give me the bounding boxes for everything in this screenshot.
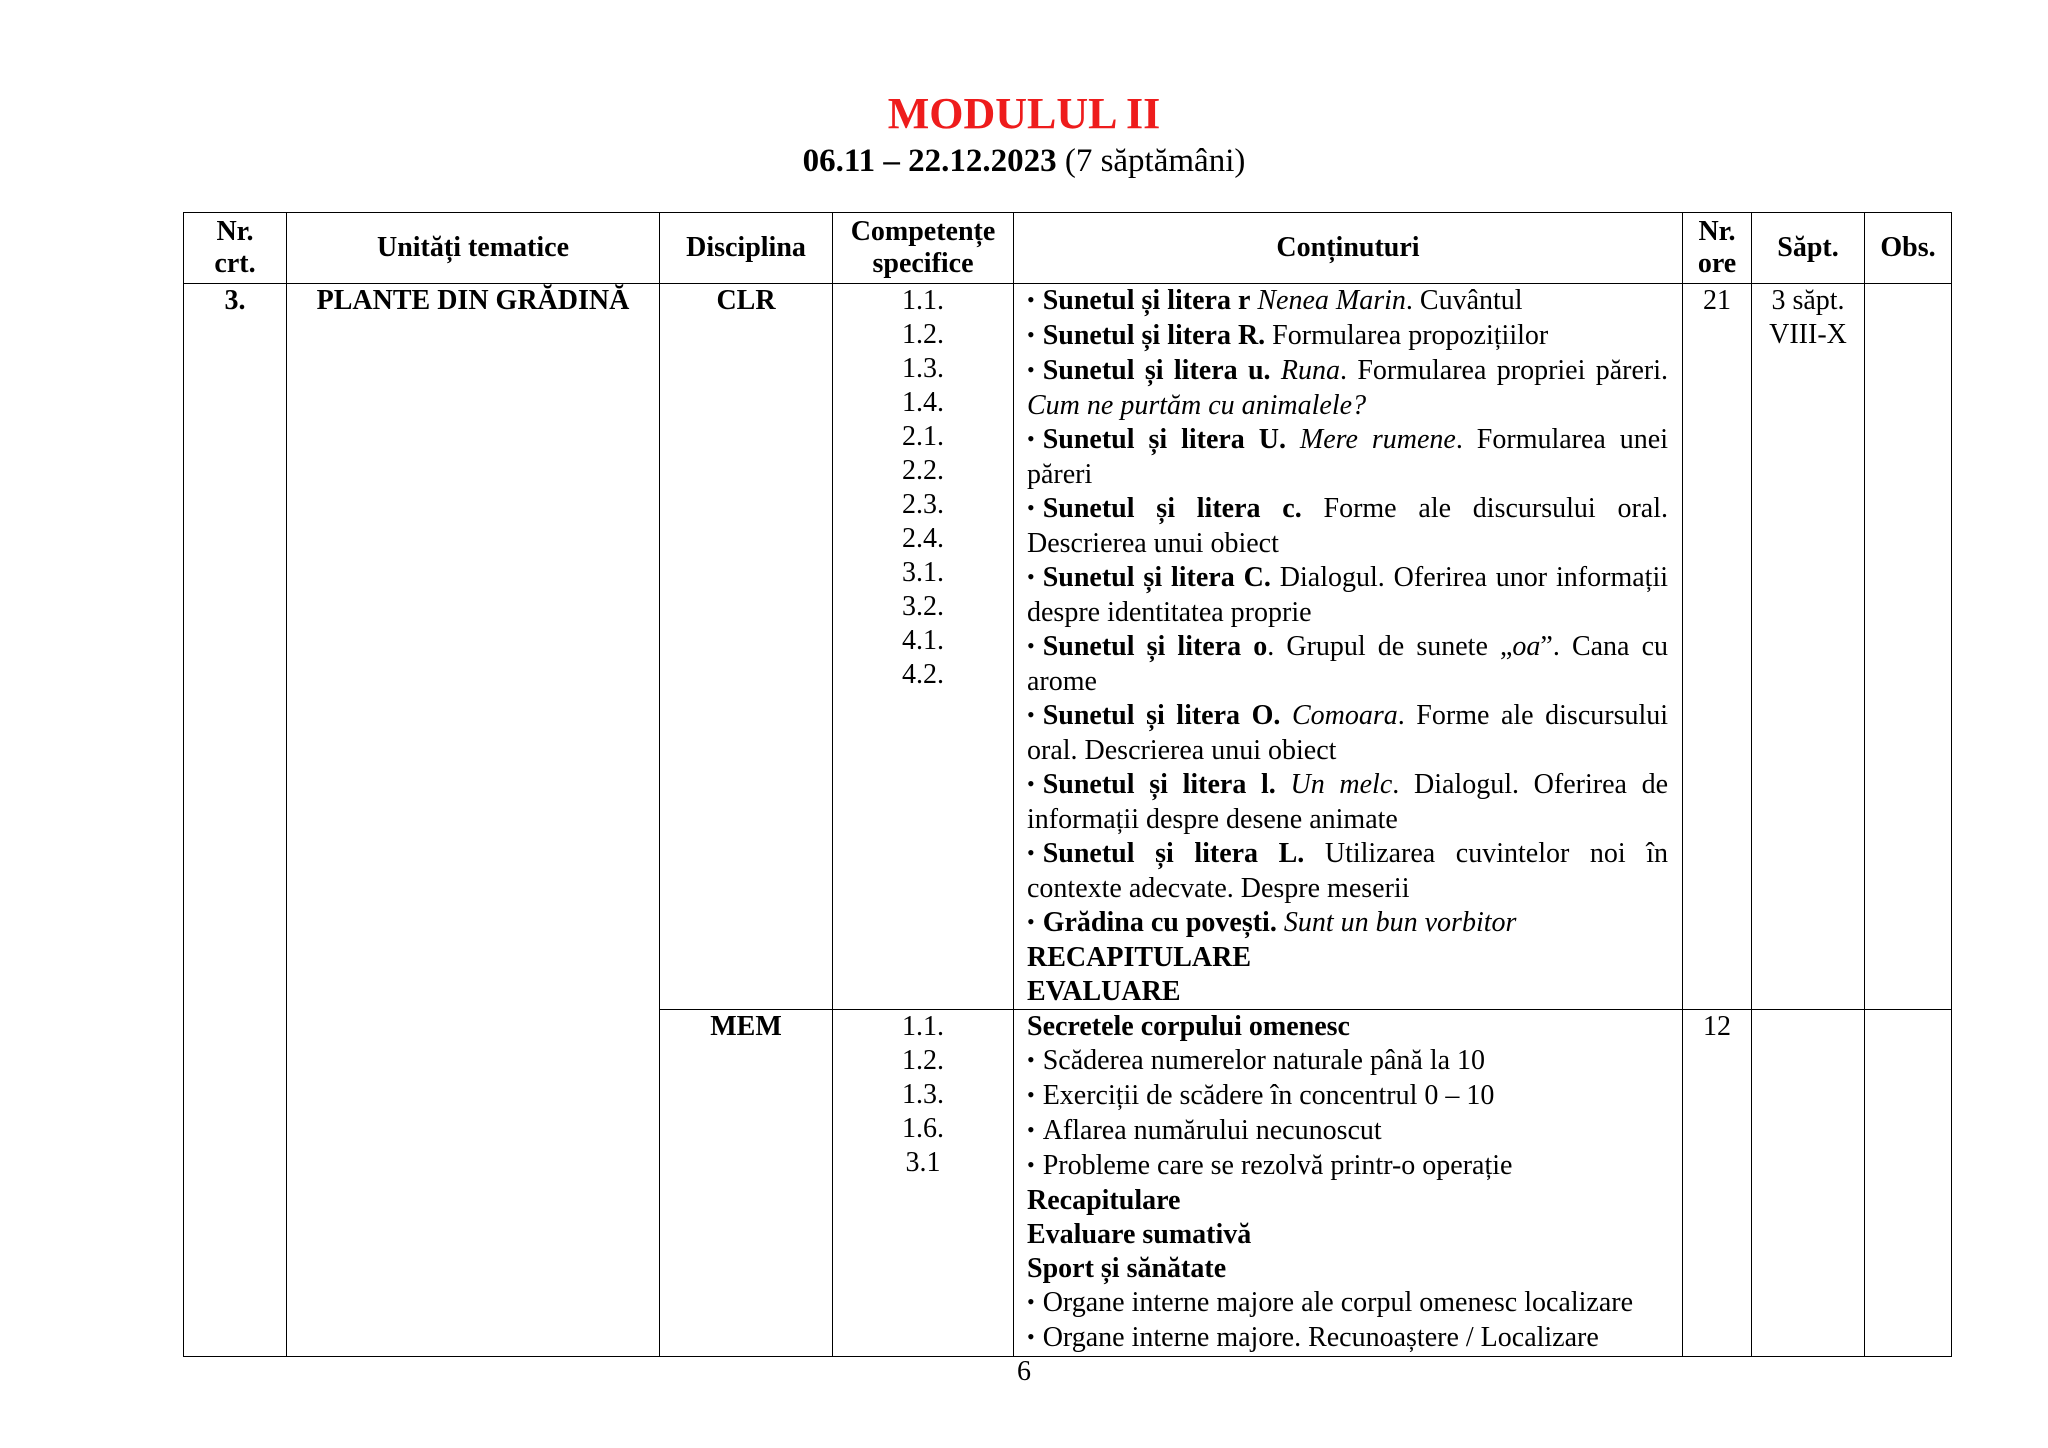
sapt-cell: 3 săpt. VIII-X [1752, 284, 1865, 1010]
content-text: Grupul de sunete „ [1286, 631, 1513, 662]
content-text: Dialogul. Oferirea unor informații despre identitatea proprie [1027, 562, 1668, 628]
recap-label: Recapitulare [1027, 1185, 1181, 1216]
content-item: • Sunetul și litera l. Un melc. Dialogul. Oferirea de informații despre desene animate [1027, 768, 1668, 837]
content-italic: Mere rumene [1299, 424, 1456, 455]
competente-mem [833, 1010, 1014, 1357]
content-item: • Probleme care se rezolvă printr-o operație [1027, 1149, 1668, 1184]
content-item [1027, 906, 1668, 941]
competence-code: 3.1 [905, 1147, 941, 1178]
header-sapt: Săpt. [1752, 213, 1865, 284]
disciplina-mem: MEM [660, 1010, 833, 1357]
continuturi-clr [1014, 284, 1683, 1010]
content-bold: Sunetul și litera u. [1042, 355, 1271, 386]
content-italic: Runa [1280, 355, 1340, 386]
competence-code: 3.1. [902, 557, 944, 588]
section-title: Secretele corpului omenesc [1027, 1011, 1350, 1042]
content-bold: Grădina cu povești. [1042, 907, 1277, 938]
competente-clr [833, 284, 1014, 1010]
content-text: Forme ale discursului oral. Descrierea unui obiect [1027, 493, 1668, 559]
content-text: Formularea propriei păreri. [1357, 355, 1669, 386]
module-title: MODULUL II [887, 89, 1161, 138]
content-bold: Sunetul și litera r [1042, 285, 1251, 316]
content-item [1027, 561, 1668, 630]
header-obs: Obs. [1865, 213, 1952, 284]
content-item: • Sunetul și litera O. Comoara. Forme ale discursului oral. Descrierea unui obiect [1027, 699, 1668, 768]
content-item [1027, 492, 1668, 561]
module-dates [0, 140, 2048, 182]
content-bold: Sunetul și litera l. [1042, 769, 1276, 800]
content-text: Cuvântul [1419, 285, 1523, 316]
ore-mem: 12 [1683, 1010, 1752, 1357]
header-row [184, 213, 1952, 284]
content-item: • Sunetul și litera u. Runa. Formularea propriei păreri. Cum ne purtăm cu animalele? [1027, 354, 1668, 423]
content-item: • Sunetul și litera r Nenea Marin. Cuvântul [1027, 284, 1668, 319]
ore-clr: 21 [1683, 284, 1752, 1010]
disciplina-clr: CLR [660, 284, 833, 1010]
content-item: • Exerciții de scădere în concentrul 0 – 10 [1027, 1079, 1668, 1114]
content-bold: Sunetul și litera c. [1042, 493, 1302, 524]
competence-code: 1.4. [902, 387, 944, 418]
row-nr: 3. [184, 284, 287, 1357]
continuturi-mem [1014, 1010, 1683, 1357]
obs-mem [1865, 1010, 1952, 1357]
sapt-mem [1752, 1010, 1865, 1357]
competence-code: 1.6. [902, 1113, 944, 1144]
content-item: • Organe interne majore. Recunoaștere / Localizare [1027, 1321, 1668, 1356]
competence-code: 2.4. [902, 523, 944, 554]
content-italic: Comoara [1291, 700, 1398, 731]
competence-code: 1.2. [902, 1045, 944, 1076]
competence-code: 1.1. [902, 285, 944, 316]
section-title: Sport și sănătate [1027, 1253, 1227, 1284]
competence-code: 2.2. [902, 455, 944, 486]
competence-code: 1.3. [902, 353, 944, 384]
content-bold: Sunetul și litera R. [1042, 320, 1266, 351]
competence-code: 1.2. [902, 319, 944, 350]
competence-code: 4.1. [902, 625, 944, 656]
obs-clr [1865, 284, 1952, 1010]
table-row-clr [184, 284, 1952, 1010]
header-nr: Nr. crt. [184, 213, 287, 284]
header-ore: Nr. ore [1683, 213, 1752, 284]
content-item: • Scăderea numerelor naturale până la 10 [1027, 1044, 1668, 1079]
content-text: Formularea unei păreri [1027, 424, 1668, 490]
content-text: Utilizarea cuvintelor noi în contexte adecvate. Despre meserii [1027, 838, 1668, 904]
content-item: • Organe interne majore ale corpul omenesc localizare [1027, 1286, 1668, 1321]
header-continuturi: Conținuturi [1014, 213, 1683, 284]
duration: (7 săptămâni) [1064, 143, 1246, 179]
content-bold: Sunetul și litera L. [1042, 838, 1305, 869]
content-item [1027, 319, 1668, 354]
content-bold: Sunetul și litera o [1042, 631, 1268, 662]
content-italic: Sunt un bun vorbitor [1283, 907, 1517, 938]
competence-code: 1.1. [902, 1011, 944, 1042]
content-italic: oa [1512, 631, 1541, 662]
date-range: 06.11 – 22.12.2023 [802, 143, 1057, 179]
content-text: Dialogul. Oferirea de informații despre desene animate [1027, 769, 1669, 835]
recap-label: RECAPITULARE [1027, 942, 1252, 973]
content-item: • Sunetul și litera o. Grupul de sunete „oa”. Cana cu arome [1027, 630, 1668, 699]
competence-code: 2.1. [902, 421, 944, 452]
content-item [1027, 837, 1668, 906]
content-item: • Aflarea numărului necunoscut [1027, 1114, 1668, 1149]
content-bold: Sunetul și litera C. [1042, 562, 1271, 593]
row-unitate: PLANTE DIN GRĂDINĂ [287, 284, 660, 1357]
content-text: ”. Cana cu arome [1027, 631, 1669, 697]
content-italic: Cum ne purtăm cu animalele? [1027, 390, 1367, 421]
planning-table [183, 212, 1952, 1357]
eval-label: Evaluare sumativă [1027, 1219, 1252, 1250]
content-italic: Nenea Marin [1257, 285, 1406, 316]
header-disciplina: Disciplina [660, 213, 833, 284]
content-text: Forme ale discursului oral. Descrierea unui obiect [1027, 700, 1669, 766]
header-competente: Competențe specifice [833, 213, 1014, 284]
eval-label: EVALUARE [1027, 976, 1181, 1007]
content-bold: Sunetul și litera O. [1042, 700, 1281, 731]
content-text: Formularea propozițiilor [1272, 320, 1549, 351]
competence-code: 4.2. [902, 659, 944, 690]
competence-code: 2.3. [902, 489, 944, 520]
page-number: 6 [1017, 1356, 1031, 1387]
content-italic: Un melc [1290, 769, 1393, 800]
competence-code: 1.3. [902, 1079, 944, 1110]
content-item: • Sunetul și litera U. Mere rumene. Formularea unei păreri [1027, 423, 1668, 492]
content-bold: Sunetul și litera U. [1042, 424, 1286, 455]
competence-code: 3.2. [902, 591, 944, 622]
header-unitati: Unități tematice [287, 213, 660, 284]
